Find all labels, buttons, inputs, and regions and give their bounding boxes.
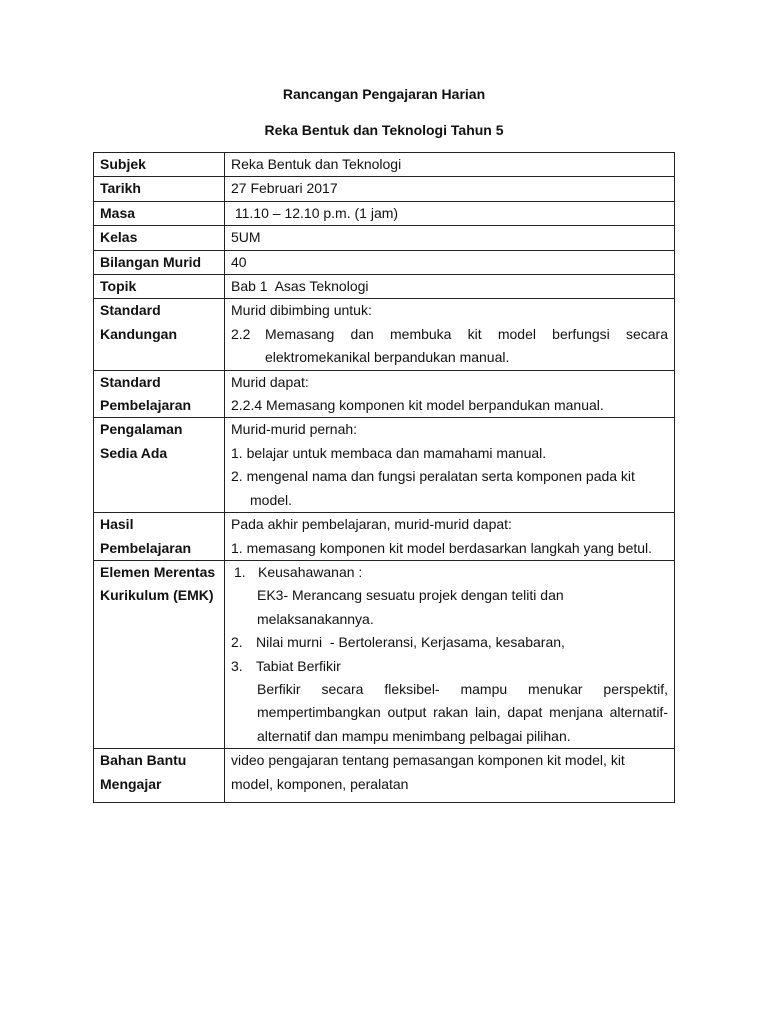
item-number: 2.2 [231, 325, 251, 342]
row-value [225, 299, 675, 370]
row-label: Bilangan Murid [94, 250, 225, 274]
value-line: Berfikir secara fleksibel- mampu menukar perspektif, [257, 680, 668, 697]
table-row [94, 177, 675, 201]
table-row [94, 513, 675, 561]
value-line: elektromekanikal berpandukan manual. [265, 349, 510, 366]
value-item [231, 561, 668, 584]
row-value: 27 Februari 2017 [225, 177, 675, 201]
row-label: Topik [94, 275, 225, 299]
row-value [225, 749, 675, 803]
row-value [225, 560, 675, 748]
row-label: Masa [94, 201, 225, 225]
table-row [94, 299, 675, 370]
table-row [94, 370, 675, 418]
label-line: Pembelajaran [100, 397, 192, 414]
value-line: Memasang dan membuka kit model berfungsi secara [265, 325, 668, 342]
row-value: Reka Bentuk dan Teknologi [225, 153, 675, 177]
value-line: alternatif dan mampu menimbang pelbagai pilihan. [257, 727, 571, 744]
label-line: Standard [100, 373, 161, 390]
value-line: Murid-murid pernah: [231, 421, 358, 438]
label-line: Elemen Merentas [100, 563, 216, 580]
lesson-plan-table [93, 152, 675, 803]
value-line: video pengajaran tentang pemasangan komponen kit model, kit [231, 752, 625, 769]
row-label [94, 513, 225, 561]
value-line: Pada akhir pembelajaran, murid-murid dapat: [231, 516, 512, 533]
row-value: 11.10 – 12.10 p.m. (1 jam) [225, 201, 675, 225]
label-line: Bahan Bantu [100, 752, 187, 769]
label-line: Standard [100, 302, 161, 319]
item-number: 1. [234, 563, 246, 580]
table-row [94, 749, 675, 803]
value-line: Murid dibimbing untuk: [231, 302, 372, 319]
row-label: Kelas [94, 226, 225, 250]
value-line: Tabiat Berfikir [256, 657, 341, 674]
row-value [225, 370, 675, 418]
value-line: model. [250, 491, 293, 508]
table-row [94, 250, 675, 274]
value-line: Nilai murni - Bertoleransi, Kerjasama, kesabaran, [256, 634, 565, 651]
row-value [225, 513, 675, 561]
row-label: Tarikh [94, 177, 225, 201]
table-row [94, 560, 675, 748]
row-label [94, 299, 225, 370]
value-line: melaksanakannya. [257, 610, 374, 627]
item-number: 2. [231, 634, 243, 651]
value-line: model, komponen, peralatan [231, 775, 409, 792]
label-line: Sedia Ada [100, 444, 168, 461]
value-item [231, 655, 668, 678]
item-number: 3. [231, 657, 243, 674]
row-label [94, 749, 225, 803]
row-label [94, 560, 225, 748]
row-value: 40 [225, 250, 675, 274]
row-value: Bab 1 Asas Teknologi [225, 275, 675, 299]
label-line: Pengalaman [100, 421, 183, 438]
value-line: Keusahawanan : [258, 563, 363, 580]
document-subtitle: Reka Bentuk dan Teknologi Tahun 5 [264, 122, 504, 138]
table-row [94, 275, 675, 299]
row-value [225, 418, 675, 513]
table-row [94, 201, 675, 225]
row-label: Subjek [94, 153, 225, 177]
value-line: mempertimbangkan output rakan lain, dapat menjana alternatif- [257, 704, 668, 721]
value-line: 1. memasang komponen kit model berdasarkan langkah yang betul. [231, 539, 653, 556]
document-title: Rancangan Pengajaran Harian [282, 86, 486, 102]
table-row [94, 153, 675, 177]
label-line: Pembelajaran [100, 539, 192, 556]
value-line: EK3- Merancang sesuatu projek dengan teliti dan [257, 587, 564, 604]
value-line: 2.2.4 Memasang komponen kit model berpandukan manual. [231, 397, 604, 414]
value-item [231, 323, 668, 346]
label-line: Kurikulum (EMK) [100, 587, 214, 604]
label-line: Mengajar [100, 775, 162, 792]
value-line: 2. mengenal nama dan fungsi peralatan serta komponen pada kit [231, 468, 635, 485]
value-line: Murid dapat: [231, 373, 309, 390]
row-label [94, 370, 225, 418]
value-item [231, 631, 668, 654]
label-line: Hasil [100, 516, 134, 533]
value-line: 1. belajar untuk membaca dan mamahami manual. [231, 444, 547, 461]
table-row [94, 226, 675, 250]
table-row [94, 418, 675, 513]
row-label [94, 418, 225, 513]
row-value: 5UM [225, 226, 675, 250]
label-line: Kandungan [100, 325, 177, 342]
